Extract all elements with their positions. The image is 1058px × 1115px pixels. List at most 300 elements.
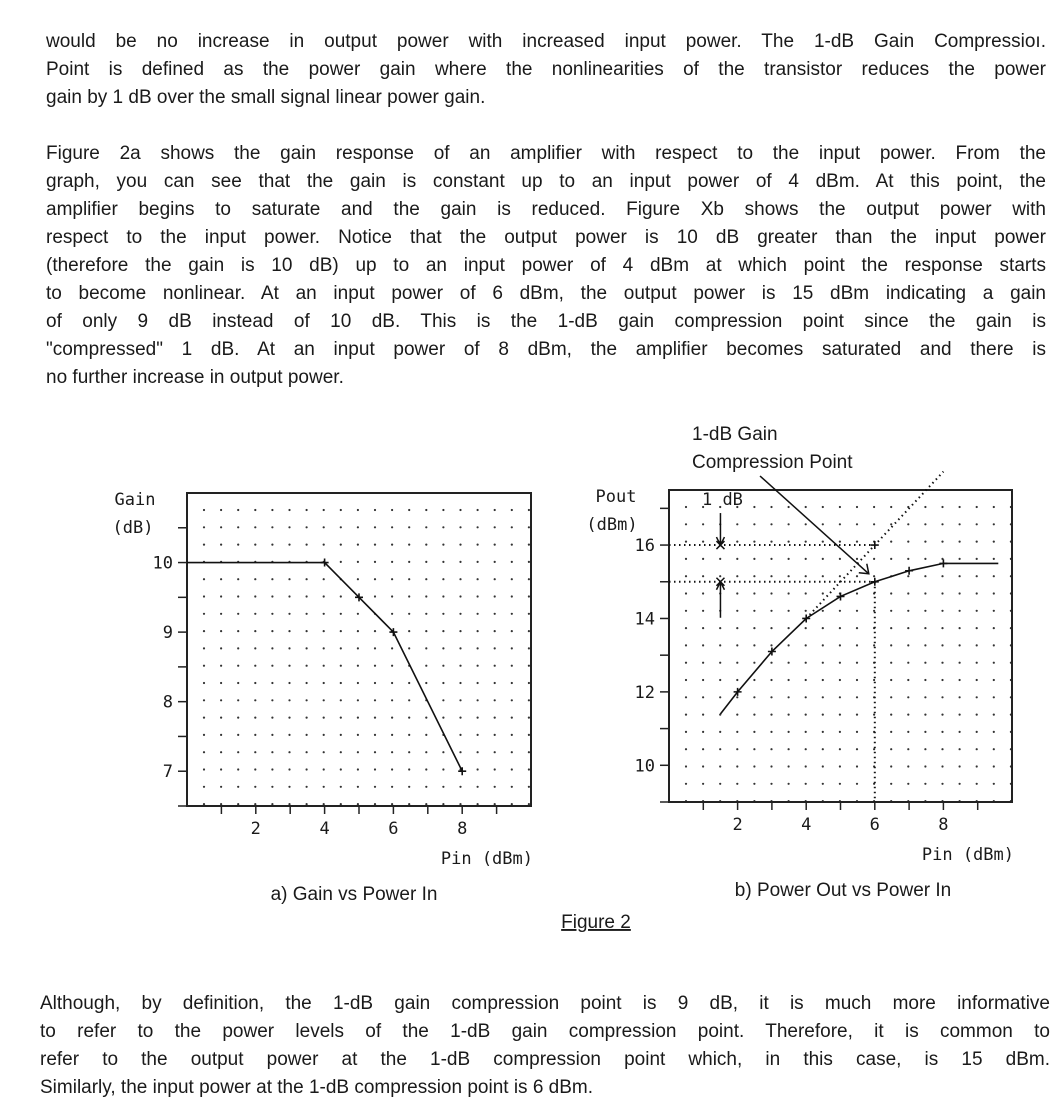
grid-dot (959, 592, 961, 594)
grid-dot (477, 613, 479, 615)
grid-dot (408, 699, 410, 701)
p1-line: gain by 1 dB over the small signal linear power gain. (46, 87, 486, 108)
y-tick-label: 9 (162, 623, 173, 644)
grid-dot (254, 578, 256, 580)
grid-dot (805, 765, 807, 767)
grid-dot (856, 627, 858, 629)
grid-dot (856, 748, 858, 750)
grid-dot (924, 627, 926, 629)
figure-label: Figure 2 (561, 912, 631, 933)
y-tick-label: 10 (152, 553, 173, 574)
grid-dot (494, 786, 496, 788)
grid-dot (391, 526, 393, 528)
grid-dot (907, 765, 909, 767)
x-axis-label: Pin (dBm) (440, 849, 533, 869)
grid-dot (254, 526, 256, 528)
grid-dot (924, 523, 926, 525)
grid-dot (374, 630, 376, 632)
grid-dot (941, 714, 943, 716)
grid-dot (203, 647, 205, 649)
grid-dot (391, 595, 393, 597)
grid-dot (788, 696, 790, 698)
grid-dot (856, 714, 858, 716)
grid-dot (391, 786, 393, 788)
grid-dot (822, 506, 824, 508)
grid-dot (357, 682, 359, 684)
x-tick-label: 4 (319, 819, 330, 839)
grid-dot (220, 544, 222, 546)
grid-dot (805, 575, 807, 577)
grid-dot (685, 558, 687, 560)
grid-dot (685, 610, 687, 612)
grid-dot (288, 751, 290, 753)
grid-dot (941, 592, 943, 594)
y-axis-unit: (dBm) (586, 515, 638, 535)
grid-dot (907, 714, 909, 716)
grid-dot (959, 783, 961, 785)
grid-dot (494, 751, 496, 753)
grid-dot (856, 644, 858, 646)
grid-dot (477, 561, 479, 563)
grid-dot (442, 682, 444, 684)
p2-line: amplifier begins to saturate and the gain is reduced. Figure Xb shows the output power with (46, 199, 1046, 220)
grid-dot (357, 647, 359, 649)
grid-dot (340, 768, 342, 770)
grid-dot (237, 751, 239, 753)
grid-dot (736, 662, 738, 664)
grid-dot (528, 544, 530, 546)
grid-dot (306, 786, 308, 788)
grid-dot (442, 699, 444, 701)
grid-dot (685, 783, 687, 785)
grid-dot (306, 509, 308, 511)
grid-dot (511, 786, 513, 788)
grid-dot (856, 558, 858, 560)
grid-dot (907, 523, 909, 525)
grid-dot (391, 734, 393, 736)
grid-dot (976, 748, 978, 750)
grid-dot (306, 734, 308, 736)
grid-dot (753, 644, 755, 646)
grid-dot (805, 627, 807, 629)
grid-dot (425, 647, 427, 649)
grid-dot (822, 610, 824, 612)
grid-dot (976, 714, 978, 716)
grid-dot (839, 644, 841, 646)
grid-dot (805, 696, 807, 698)
grid-dot (736, 714, 738, 716)
grid-dot (442, 647, 444, 649)
grid-dot (254, 768, 256, 770)
grid-dot (528, 613, 530, 615)
grid-dot (993, 714, 995, 716)
grid-dot (685, 731, 687, 733)
grid-dot (511, 665, 513, 667)
grid-dot (753, 575, 755, 577)
grid-dot (459, 561, 461, 563)
grid-dot (805, 558, 807, 560)
grid-dot (340, 734, 342, 736)
grid-dot (425, 595, 427, 597)
grid-dot (442, 613, 444, 615)
grid-dot (323, 613, 325, 615)
grid-dot (254, 509, 256, 511)
grid-dot (203, 544, 205, 546)
grid-dot (408, 803, 410, 805)
grid-dot (271, 665, 273, 667)
grid-dot (220, 768, 222, 770)
grid-dot (494, 768, 496, 770)
grid-dot (976, 696, 978, 698)
grid-dot (323, 665, 325, 667)
grid-dot (391, 699, 393, 701)
grid-dot (203, 665, 205, 667)
grid-dot (976, 662, 978, 664)
grid-dot (203, 509, 205, 511)
grid-dot (220, 803, 222, 805)
grid-dot (425, 682, 427, 684)
grid-dot (753, 541, 755, 543)
grid-dot (873, 575, 875, 577)
grid-dot (685, 748, 687, 750)
grid-dot (425, 803, 427, 805)
grid-dot (237, 665, 239, 667)
grid-dot (959, 765, 961, 767)
grid-dot (220, 786, 222, 788)
grid-dot (993, 679, 995, 681)
grid-dot (408, 682, 410, 684)
grid-dot (702, 679, 704, 681)
grid-dot (788, 523, 790, 525)
grid-dot (442, 544, 444, 546)
grid-dot (340, 717, 342, 719)
grid-dot (494, 595, 496, 597)
grid-dot (306, 717, 308, 719)
grid-dot (271, 509, 273, 511)
grid-dot (477, 768, 479, 770)
grid-dot (702, 627, 704, 629)
grid-dot (736, 558, 738, 560)
p2-line: "compressed" 1 dB. At an input power of 8 dBm, the amplifier becomes saturated and there is (46, 339, 1046, 360)
grid-dot (477, 786, 479, 788)
grid-dot (736, 783, 738, 785)
grid-dot (890, 696, 892, 698)
grid-dot (477, 578, 479, 580)
grid-dot (477, 751, 479, 753)
grid-dot (822, 783, 824, 785)
grid-dot (220, 613, 222, 615)
grid-dot (924, 748, 926, 750)
grid-dot (374, 751, 376, 753)
grid-dot (220, 734, 222, 736)
grid-dot (685, 644, 687, 646)
grid-dot (288, 803, 290, 805)
chart-power-out-vs-power-in (586, 424, 1014, 901)
grid-dot (408, 751, 410, 753)
grid-dot (374, 526, 376, 528)
grid-dot (477, 544, 479, 546)
grid-dot (839, 610, 841, 612)
grid-dot (237, 768, 239, 770)
grid-dot (924, 506, 926, 508)
grid-dot (237, 578, 239, 580)
grid-dot (736, 696, 738, 698)
grid-dot (890, 748, 892, 750)
grid-dot (220, 717, 222, 719)
grid-dot (340, 613, 342, 615)
grid-dot (528, 682, 530, 684)
grid-dot (959, 644, 961, 646)
grid-dot (941, 748, 943, 750)
grid-dot (323, 803, 325, 805)
grid-dot (822, 731, 824, 733)
grid-dot (323, 751, 325, 753)
grid-dot (685, 679, 687, 681)
grid-dot (323, 526, 325, 528)
data-point-marker (905, 567, 913, 575)
grid-dot (753, 731, 755, 733)
x-tick-label: 2 (732, 815, 743, 835)
grid-dot (442, 595, 444, 597)
grid-dot (941, 575, 943, 577)
grid-dot (959, 696, 961, 698)
grid-dot (477, 595, 479, 597)
grid-dot (753, 783, 755, 785)
grid-dot (753, 748, 755, 750)
grid-dot (511, 734, 513, 736)
grid-dot (993, 558, 995, 560)
grid-dot (805, 592, 807, 594)
grid-dot (993, 610, 995, 612)
grid-dot (702, 783, 704, 785)
grid-dot (220, 751, 222, 753)
grid-dot (941, 696, 943, 698)
grid-dot (340, 786, 342, 788)
grid-dot (770, 662, 772, 664)
grid-dot (959, 506, 961, 508)
grid-dot (477, 509, 479, 511)
grid-dot (856, 575, 858, 577)
grid-dot (719, 679, 721, 681)
grid-dot (408, 578, 410, 580)
grid-dot (391, 647, 393, 649)
grid-dot (719, 748, 721, 750)
grid-dot (254, 786, 256, 788)
grid-dot (442, 526, 444, 528)
grid-dot (511, 613, 513, 615)
grid-dot (459, 665, 461, 667)
grid-dot (459, 734, 461, 736)
grid-dot (459, 595, 461, 597)
grid-dot (511, 526, 513, 528)
grid-dot (924, 558, 926, 560)
p1-line: would be no increase in output power with increased input power. The 1-dB Gain Compressioı. (46, 31, 1046, 52)
grid-dot (770, 783, 772, 785)
grid-dot (770, 575, 772, 577)
grid-dot (805, 610, 807, 612)
grid-dot (924, 714, 926, 716)
grid-dot (753, 592, 755, 594)
grid-dot (340, 509, 342, 511)
grid-dot (959, 731, 961, 733)
grid-dot (323, 786, 325, 788)
grid-dot (770, 696, 772, 698)
grid-dot (340, 526, 342, 528)
grid-dot (237, 509, 239, 511)
grid-dot (220, 682, 222, 684)
grid-dot (494, 630, 496, 632)
grid-dot (685, 575, 687, 577)
grid-dot (408, 630, 410, 632)
grid-dot (271, 595, 273, 597)
grid-dot (391, 578, 393, 580)
grid-dot (408, 734, 410, 736)
grid-dot (753, 679, 755, 681)
grid-dot (237, 717, 239, 719)
grid-dot (890, 506, 892, 508)
grid-dot (941, 610, 943, 612)
grid-dot (788, 644, 790, 646)
grid-dot (839, 748, 841, 750)
grid-dot (822, 541, 824, 543)
grid-dot (941, 765, 943, 767)
grid-dot (203, 595, 205, 597)
grid-dot (237, 647, 239, 649)
grid-dot (425, 509, 427, 511)
grid-dot (442, 803, 444, 805)
gap-label: 1 dB (701, 490, 743, 511)
grid-dot (873, 748, 875, 750)
grid-dot (788, 783, 790, 785)
p2-line: (therefore the gain is 10 dB) up to an input power of 4 dBm at which point the response starts (46, 255, 1046, 276)
grid-dot (425, 578, 427, 580)
grid-dot (839, 523, 841, 525)
grid-dot (924, 644, 926, 646)
grid-dot (528, 751, 530, 753)
grid-dot (702, 610, 704, 612)
grid-dot (357, 561, 359, 563)
grid-dot (890, 662, 892, 664)
grid-dot (425, 768, 427, 770)
grid-dot (719, 696, 721, 698)
grid-dot (288, 544, 290, 546)
grid-dot (685, 523, 687, 525)
annotation-title: 1-dB Gain (692, 424, 778, 445)
grid-dot (306, 613, 308, 615)
x-tick-label: 2 (250, 819, 261, 839)
grid-dot (976, 731, 978, 733)
grid-dot (736, 731, 738, 733)
grid-dot (839, 506, 841, 508)
grid-dot (477, 699, 479, 701)
grid-dot (340, 751, 342, 753)
grid-dot (408, 544, 410, 546)
grid-dot (271, 682, 273, 684)
grid-dot (425, 786, 427, 788)
grid-dot (753, 765, 755, 767)
grid-dot (890, 610, 892, 612)
grid-dot (511, 647, 513, 649)
grid-dot (822, 523, 824, 525)
grid-dot (408, 768, 410, 770)
grid-dot (736, 627, 738, 629)
paragraph-conclusion (40, 990, 1050, 1102)
grid-dot (770, 541, 772, 543)
grid-dot (254, 734, 256, 736)
grid-dot (494, 561, 496, 563)
grid-dot (856, 592, 858, 594)
grid-dot (203, 734, 205, 736)
grid-dot (459, 578, 461, 580)
grid-dot (873, 558, 875, 560)
grid-dot (220, 595, 222, 597)
grid-dot (323, 699, 325, 701)
grid-dot (220, 665, 222, 667)
grid-dot (770, 523, 772, 525)
grid-dot (959, 714, 961, 716)
grid-dot (788, 506, 790, 508)
grid-dot (685, 714, 687, 716)
grid-dot (374, 717, 376, 719)
grid-dot (805, 731, 807, 733)
grid-dot (288, 509, 290, 511)
grid-dot (271, 544, 273, 546)
grid-dot (477, 734, 479, 736)
grid-dot (374, 682, 376, 684)
grid-dot (993, 506, 995, 508)
grid-dot (719, 575, 721, 577)
grid-dot (822, 558, 824, 560)
grid-dot (770, 592, 772, 594)
grid-dot (494, 803, 496, 805)
grid-dot (340, 803, 342, 805)
grid-dot (511, 751, 513, 753)
grid-dot (805, 523, 807, 525)
chart-caption: b) Power Out vs Power In (734, 880, 952, 901)
grid-dot (220, 647, 222, 649)
grid-dot (788, 662, 790, 664)
grid-dot (511, 699, 513, 701)
grid-dot (976, 592, 978, 594)
grid-dot (753, 696, 755, 698)
grid-dot (357, 717, 359, 719)
grid-dot (805, 506, 807, 508)
grid-dot (993, 783, 995, 785)
grid-dot (924, 575, 926, 577)
grid-dot (237, 613, 239, 615)
grid-dot (271, 786, 273, 788)
grid-dot (856, 679, 858, 681)
grid-dot (306, 665, 308, 667)
grid-dot (856, 731, 858, 733)
grid-dot (702, 644, 704, 646)
grid-dot (993, 523, 995, 525)
grid-dot (907, 783, 909, 785)
grid-dot (254, 647, 256, 649)
grid-dot (788, 627, 790, 629)
grid-dot (873, 644, 875, 646)
grid-dot (753, 523, 755, 525)
grid-dot (203, 699, 205, 701)
grid-dot (873, 714, 875, 716)
grid-dot (839, 627, 841, 629)
grid-dot (477, 665, 479, 667)
grid-dot (890, 592, 892, 594)
grid-dot (719, 662, 721, 664)
grid-dot (425, 630, 427, 632)
grid-dot (719, 644, 721, 646)
p2-line: of only 9 dB instead of 10 dB. This is the 1-dB gain compression point since the gain is (46, 311, 1046, 332)
